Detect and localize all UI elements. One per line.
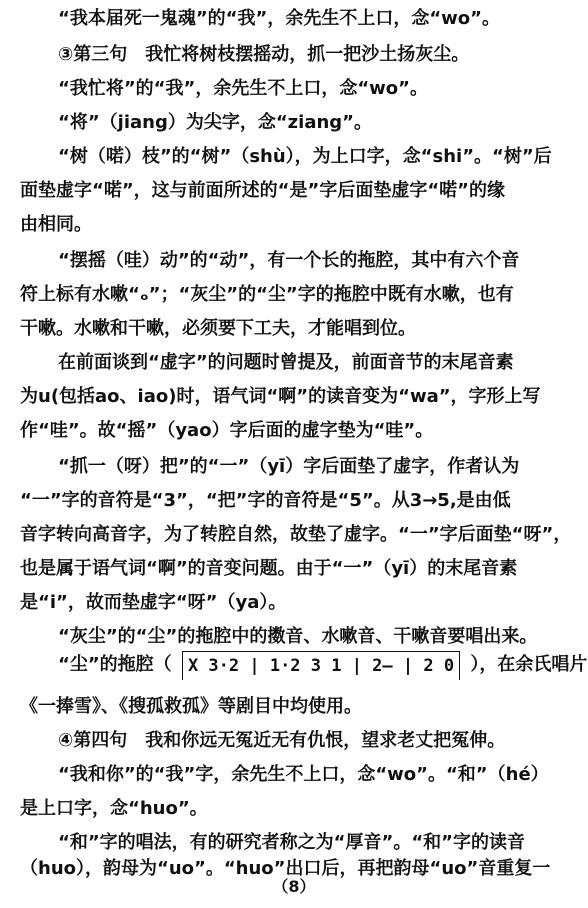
text-line: “我和你”的“我”字，余先生不上口，念“wo”。“和”（hé） [58,764,549,785]
text-line: 是“i”，故而垫虚字“呀”（ya）。 [20,592,287,613]
text-line: “我本届死一鬼魂”的“我”，余先生不上口，念“wo”。 [58,8,500,29]
text-line: 也是属于语气词“啊”的音变问题。由于“一”（yī）的末尾音素 [20,558,518,579]
text-line: “树（喏）枝”的“树”（shù），为上口字，念“shi”。“树”后 [58,146,552,167]
text-line: “灰尘”的“尘”的拖腔中的擞音、水嗽音、干嗽音要唱出来。 [58,626,538,647]
text-line: 是上口字，念“huo”。 [20,798,208,819]
text-line: 《一捧雪》、《搜孤救孤》等剧目中均使用。 [20,696,362,717]
text-line: 作“哇”。故“摇”（yao）字后面的虚字垫为“哇”。 [20,420,434,441]
text-line: 符上标有水嗽“ₒ”；“灰尘”的“尘”字的拖腔中既有水嗽，也有 [20,284,514,305]
page-number: （8） [272,877,316,896]
notation-prefix: “尘”的拖腔（ [58,654,172,675]
text-line: “将”（jiang）为尖字，念“ziang”。 [58,112,372,133]
music-notation: X 3·2 | 1·2 3 1 | 2— | 2 0 [182,651,460,676]
text-line: “抓一（呀）把”的“一”（yī）字后面垫了虚字，作者认为 [58,456,520,477]
text-line: 在前面谈到“虚字”的问题时曾提及，前面音节的末尾音素 [58,352,514,373]
text-line: 由相同。 [20,214,92,235]
text-line: 面垫虚字“喏”，这与前面所述的“是”字后面垫虚字“喏”的缘 [20,180,505,201]
text-line: ③第三句 我忙将树枝摆摇动，抓一把沙土扬灰尘。 [58,44,470,65]
notation-line [58,650,588,690]
notation-suffix: ），在余氏唱片 [470,654,588,675]
text-line: “我忙将”的“我”，余先生不上口，念“wo”。 [58,78,428,99]
text-line: 音字转向高音字，为了转腔自然，故垫了虚字。“一”字后面垫“呀”， [20,524,572,545]
text-line: ④第四句 我和你远无冤近无有仇恨，望求老丈把冤伸。 [58,730,506,751]
text-line: “一”字的音符是“3”，“把”字的音符是“5”。从3→5,是由低 [20,490,511,511]
text-line: “摆摇（哇）动”的“动”，有一个长的拖腔，其中有六个音 [58,250,520,271]
text-line: “和”字的唱法，有的研究者称之为“厚音”。“和”字的读音 [58,832,525,853]
text-line: 干嗽。水嗽和干嗽，必须要下工夫，才能唱到位。 [20,318,416,339]
text-line: 为u(包括ao、iao)时，语气词“啊”的读音变为“wa”，字形上写 [20,386,541,407]
text-line: （huo），韵母为“uo”。“huo”出口后，再把韵母“uo”音重复一 [20,858,551,879]
